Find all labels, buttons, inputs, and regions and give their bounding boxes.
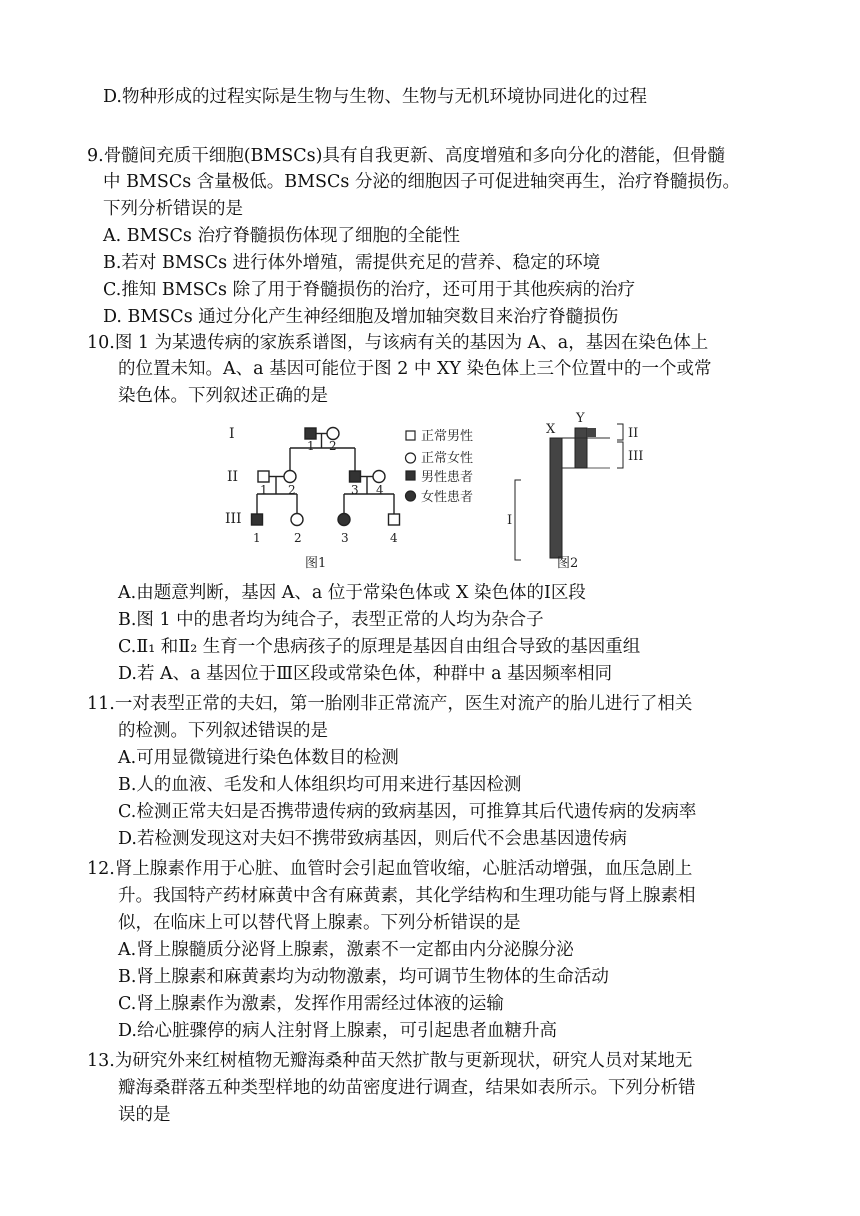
q12-option-b: B.肾上腺素和麻黄素均为动物激素，均可调节生物体的生命活动 [118, 967, 609, 987]
gen1-male-affected [305, 428, 316, 439]
g2-num-1: 1 [260, 483, 268, 497]
legend-affected-male-icon [406, 471, 415, 480]
g3-num-2: 2 [294, 531, 302, 545]
gen-label-2: II [227, 469, 239, 485]
q10-stem-line2: 的位置未知。A、a 基因可能位于图 2 中 XY 染色体上三个位置中的一个或常 [118, 359, 712, 379]
g1-num-1: 1 [307, 439, 315, 453]
y-label: Y [576, 411, 585, 426]
q12-option-d: D.给心脏骤停的病人注射肾上腺素，可引起患者血糖升高 [118, 1021, 557, 1041]
q9-option-c: C.推知 BMSCs 除了用于脊髓损伤的治疗，还可用于其他疾病的治疗 [103, 280, 636, 300]
q11-option-b: B.人的血液、毛发和人体组织均可用来进行基因检测 [118, 775, 522, 795]
figure2-caption: 图2 [557, 556, 579, 571]
q12-stem-line1: 12.肾上腺素作用于心脏、血管时会引起血管收缩，心脏活动增强，血压急剧上 [87, 859, 693, 879]
q11-stem-line1: 11.一对表型正常的夫妇，第一胎刚非正常流产，医生对流产的胎儿进行了相关 [87, 694, 693, 714]
gen3-1-male-affected [252, 514, 263, 525]
legend-normal-female-icon [406, 453, 416, 463]
y-chromosome [575, 428, 587, 468]
pedigree-labels [225, 426, 398, 571]
q10-option-b: B.图 1 中的患者均为纯合子，表型正常的人均为杂合子 [118, 610, 544, 630]
gen3-3-female-affected [338, 514, 350, 526]
q8-option-d: D.物种形成的过程实际是生物与生物、生物与无机环境协同进化的过程 [103, 87, 647, 107]
gen-label-1: I [229, 426, 235, 442]
gen1-female-normal [327, 428, 339, 440]
gen3-2-female-normal [291, 514, 303, 526]
legend-normal-female: 正常女性 [421, 451, 474, 466]
q10-option-d: D.若 A、a 基因位于Ⅲ区段或常染色体，种群中 a 基因频率相同 [118, 664, 613, 684]
region-1-label: I [507, 513, 513, 528]
g2-num-4: 4 [376, 483, 384, 497]
q9-stem-line1: 9.骨髓间充质干细胞(BMSCs)具有自我更新、高度增殖和多向分化的潜能，但骨髓 [87, 146, 725, 166]
q11-option-d: D.若检测发现这对夫妇不携带致病基因，则后代不会患基因遗传病 [118, 829, 627, 849]
gen-label-3: III [225, 511, 242, 527]
q10-figure-svg [205, 410, 665, 575]
region-2-label: II [628, 426, 639, 441]
g3-num-1: 1 [253, 531, 261, 545]
q10-option-c: C.Ⅱ₁ 和Ⅱ₂ 生育一个患病孩子的原理是基因自由组合导致的基因重组 [118, 637, 641, 657]
g3-num-3: 3 [341, 531, 349, 545]
y-chromosome-tip [587, 428, 596, 437]
legend-normal-male-icon [406, 431, 415, 440]
q13-stem-line1: 13.为研究外来红树植物无瓣海桑种苗天然扩散与更新现状，研究人员对某地无 [87, 1051, 693, 1071]
legend-affected-female: 女性患者 [421, 490, 474, 505]
legend-normal-male: 正常男性 [421, 429, 474, 444]
pedigree-legend [406, 431, 416, 501]
q12-stem-line3: 似，在临床上可以替代肾上腺素。下列分析错误的是 [118, 913, 521, 933]
q10-stem-line1: 10.图 1 为某遗传病的家族系谱图，与该病有关的基因为 A、a，基因在染色体上 [87, 333, 709, 353]
q11-stem-line2: 的检测。下列叙述错误的是 [118, 721, 328, 741]
legend-affected-female-icon [406, 491, 416, 501]
q11-option-c: C.检测正常夫妇是否携带遗传病的致病基因，可推算其后代遗传病的发病率 [118, 802, 697, 822]
q12-option-c: C.肾上腺素作为激素，发挥作用需经过体液的运输 [118, 994, 504, 1014]
region-3-label: III [628, 449, 644, 464]
gen2-2-female-normal [284, 471, 296, 483]
x-label: X [546, 422, 556, 437]
gen2-4-female-normal [373, 471, 385, 483]
gen3-4-male-normal [389, 514, 400, 525]
x-chromosome [550, 438, 562, 558]
q10-figures [205, 410, 665, 575]
q9-option-d: D. BMSCs 通过分化产生神经细胞及增加轴突数目来治疗脊髓损伤 [103, 307, 619, 327]
g2-num-2: 2 [288, 483, 296, 497]
q13-stem-line3: 误的是 [118, 1105, 171, 1125]
g2-num-3: 3 [351, 483, 359, 497]
legend-affected-male: 男性患者 [421, 470, 474, 485]
legend-text [421, 428, 473, 505]
g3-num-4: 4 [390, 531, 398, 545]
gen2-1-male-normal [258, 471, 269, 482]
gen2-3-male-affected [350, 471, 361, 482]
q12-stem-line2: 升。我国特产药材麻黄中含有麻黄素，其化学结构和生理功能与肾上腺素相 [118, 886, 696, 906]
q10-option-a: A.由题意判断，基因 A、a 位于常染色体或 X 染色体的Ⅰ区段 [118, 583, 586, 603]
q9-stem-line3: 下列分析错误的是 [103, 199, 243, 219]
q9-option-a: A. BMSCs 治疗脊髓损伤体现了细胞的全能性 [103, 226, 460, 246]
g1-num-2: 2 [329, 439, 337, 453]
q11-option-a: A.可用显微镜进行染色体数目的检测 [118, 748, 399, 768]
q9-stem-line2: 中 BMSCs 含量极低。BMSCs 分泌的细胞因子可促进轴突再生，治疗脊髓损伤。 [103, 172, 740, 192]
q12-option-a: A.肾上腺髓质分泌肾上腺素，激素不一定都由内分泌腺分泌 [118, 940, 574, 960]
q13-stem-line2: 瓣海桑群落五种类型样地的幼苗密度进行调查，结果如表所示。下列分析错 [118, 1078, 696, 1098]
q9-option-b: B.若对 BMSCs 进行体外增殖，需提供充足的营养、稳定的环境 [103, 253, 601, 273]
xy-chromosome-figure [515, 424, 623, 560]
q10-stem-line3: 染色体。下列叙述正确的是 [118, 386, 328, 406]
pedigree-figure [252, 428, 400, 526]
figure1-caption: 图1 [305, 556, 327, 571]
